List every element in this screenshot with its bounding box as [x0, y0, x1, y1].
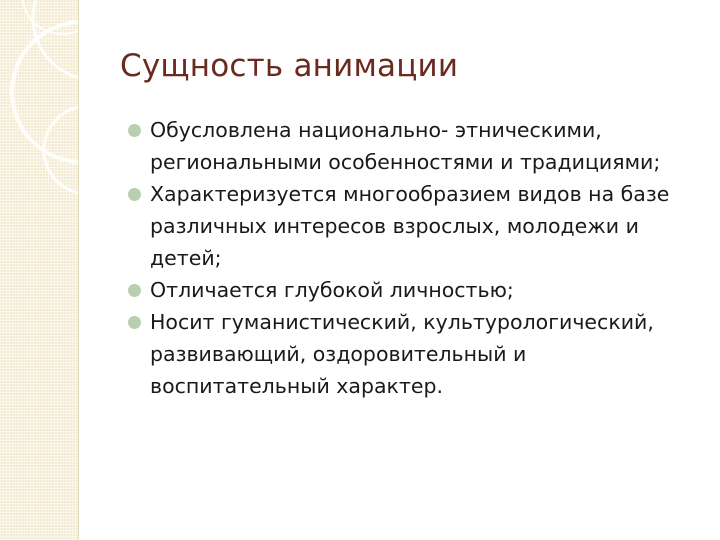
circle-bullet-icon	[128, 124, 141, 137]
slide-title: Сущность анимации	[120, 48, 459, 84]
decorative-side-band	[0, 0, 78, 540]
bullet-text: Отличается глубокой личностью;	[150, 278, 514, 302]
circle-bullet-icon	[128, 316, 141, 329]
bullet-text: Обусловлена национально- этническими, региональными особенностями и традициями;	[150, 118, 661, 174]
bullet-item	[128, 114, 698, 178]
bullet-item	[128, 274, 698, 306]
circle-bullet-icon	[128, 284, 141, 297]
decorative-rings-icon	[0, 0, 78, 540]
bullet-item	[128, 178, 698, 274]
bullet-text: Характеризуется многообразием видов на базе различных интересов взрослых, молодежи и детей;	[150, 182, 670, 270]
bullet-list	[128, 114, 698, 402]
bullet-item	[128, 306, 698, 402]
bullet-text: Носит гуманистический, культурологический, развивающий, оздоровительный и воспитательный характер.	[150, 310, 654, 398]
side-band-edge	[78, 0, 79, 540]
circle-bullet-icon	[128, 188, 141, 201]
